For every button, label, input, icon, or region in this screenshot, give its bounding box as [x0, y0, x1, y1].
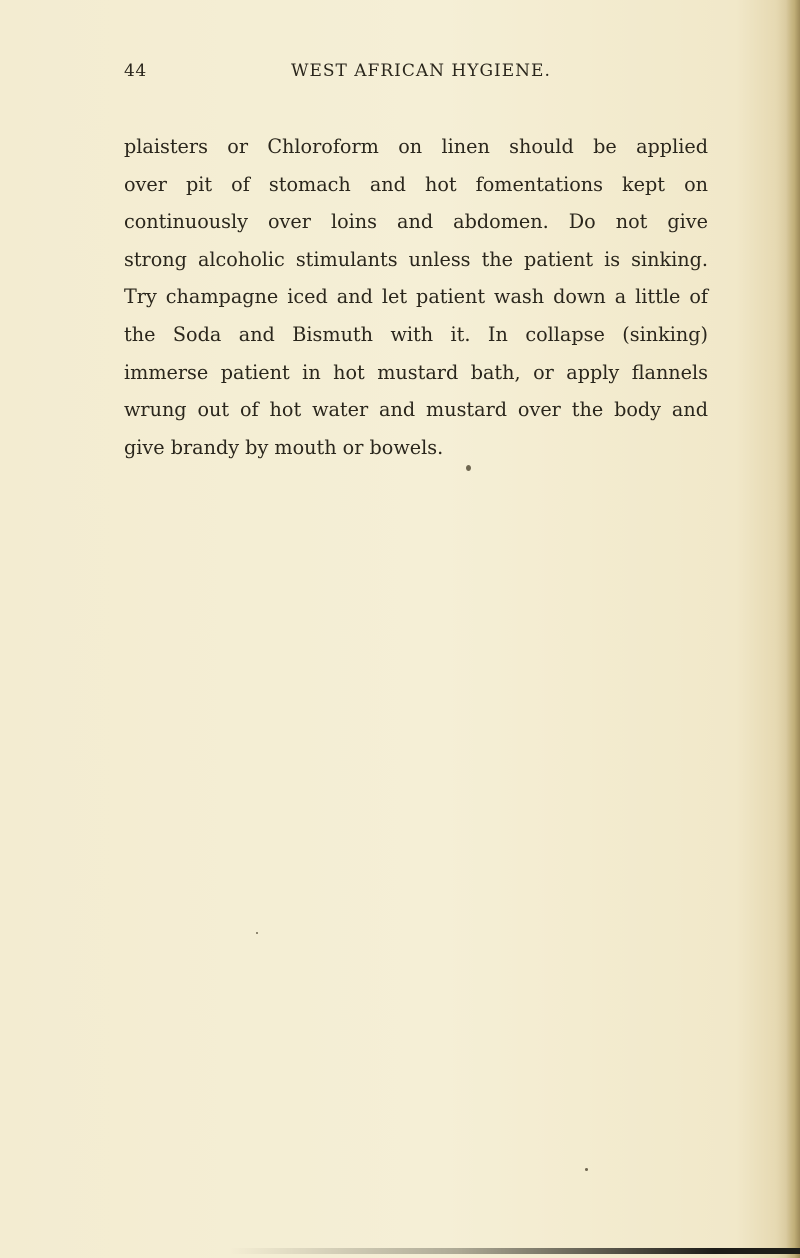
text-line: give brandy by mouth or bowels.: [124, 435, 444, 459]
text-line: Try champagne iced and let patient wash down a little of: [124, 285, 708, 309]
running-title: WEST AFRICAN HYGIENE.: [291, 61, 551, 81]
bottom-edge-shadow: [230, 1248, 800, 1254]
ink-speck: [585, 1168, 588, 1171]
ink-speck: [256, 932, 258, 934]
ink-speck: [466, 465, 471, 471]
text-line: wrung out of hot water and mustard over the body and: [124, 398, 708, 422]
text-line: over pit of stomach and hot fomentations kept on: [124, 172, 708, 196]
page-number: 44: [124, 61, 147, 81]
page-edge-shadow: [786, 0, 800, 1258]
body-text: [124, 128, 708, 466]
running-head: [124, 61, 704, 91]
text-line: strong alcoholic stimulants unless the patient is sinking.: [124, 247, 708, 271]
text-line: plaisters or Chloroform on linen should be applied: [124, 135, 708, 158]
text-line: continuously over loins and abdomen. Do not give: [124, 210, 708, 234]
text-line: the Soda and Bismuth with it. In collapse (sinking): [124, 322, 708, 346]
text-line: immerse patient in hot mustard bath, or apply flannels: [124, 360, 708, 384]
